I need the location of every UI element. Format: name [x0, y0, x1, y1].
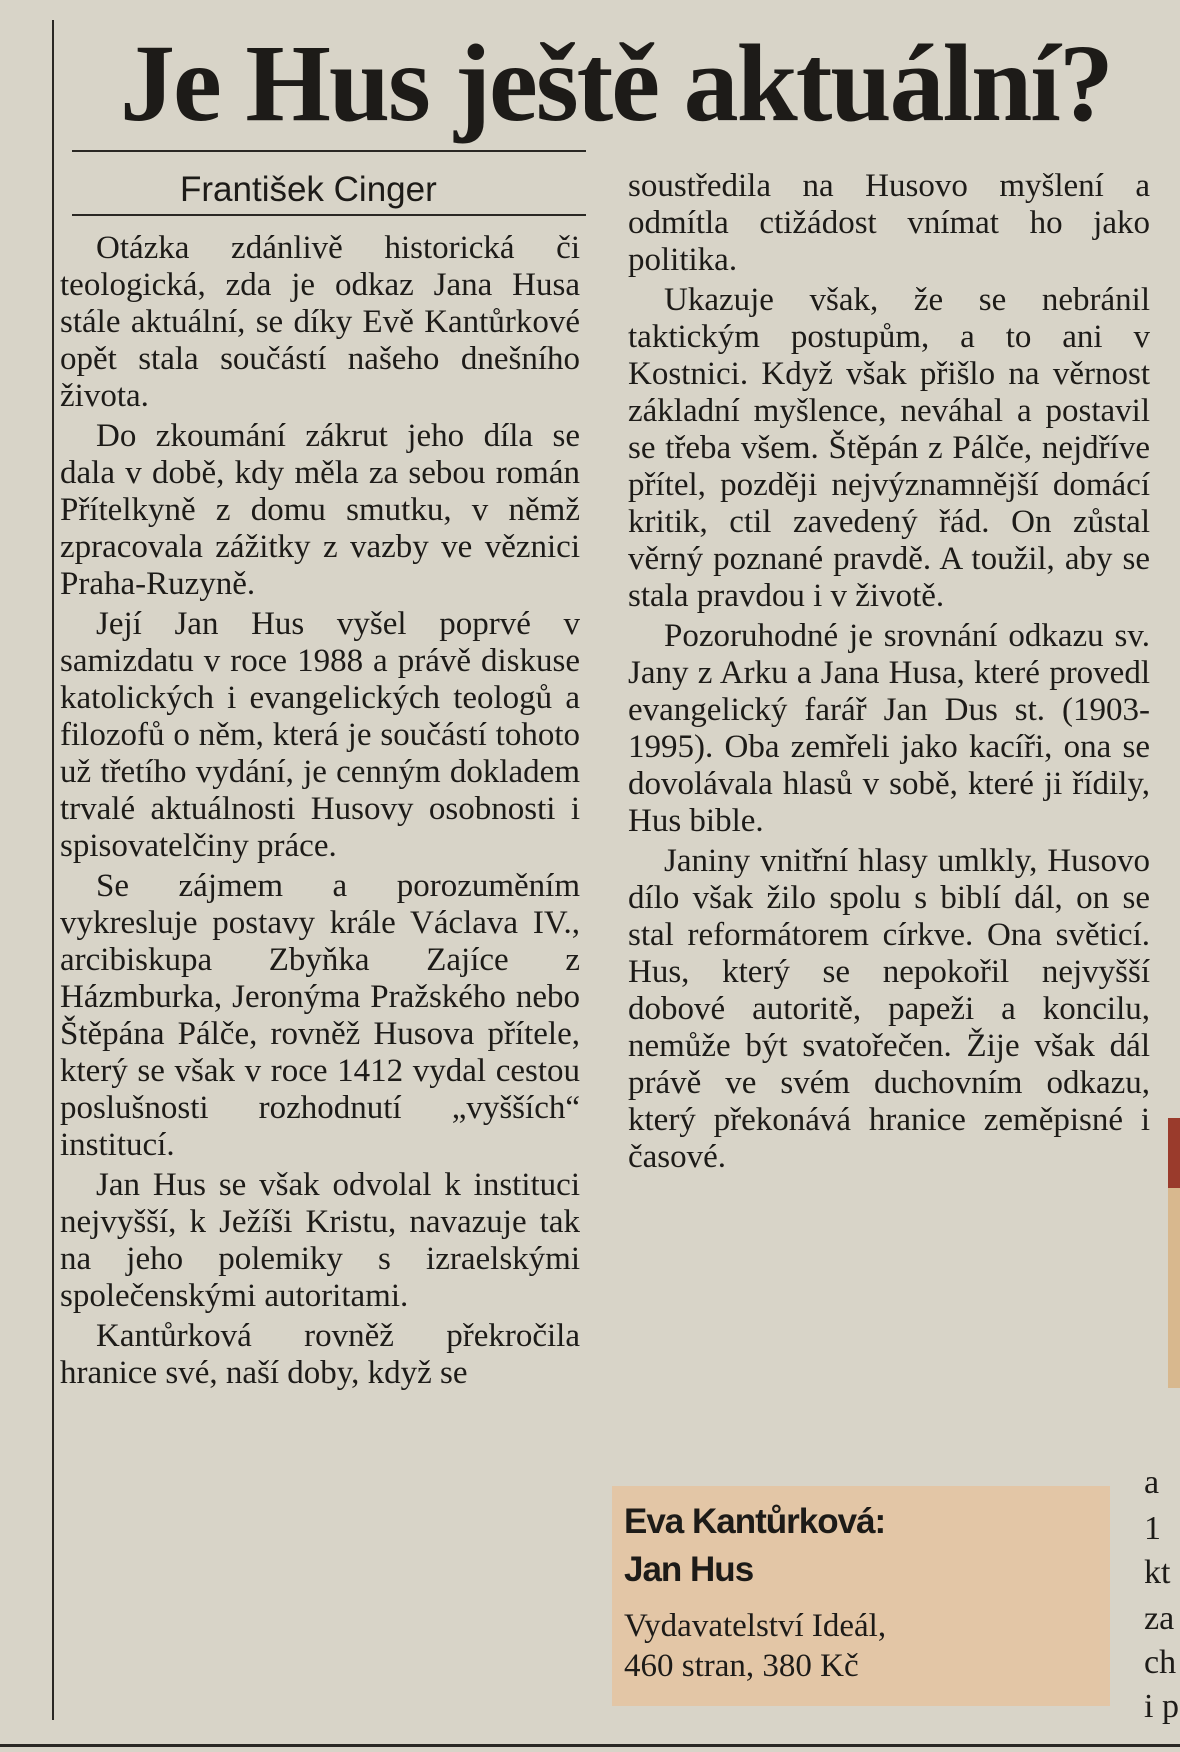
paragraph: Kantůrková rovněž překročila hranice své, naší doby, když se: [60, 1318, 580, 1391]
paragraph: Do zkoumání zákrut jeho díla se dala v době, kdy měla za sebou román Přítelkyně z domu smutku, v němž zpracovala zážitky z vazby ve věznici Praha-Ruzyně.: [60, 418, 580, 602]
adjacent-article-tan-strip: [1168, 1188, 1180, 1388]
byline-rule-top: [72, 150, 586, 152]
paragraph: Její Jan Hus vyšel poprvé v samizdatu v roce 1988 a právě diskuse katolických i evangelických teologů a filozofů o něm, která je součástí tohoto už třetího vydání, je cenným dokladem trvalé aktuálnosti Husovy osobnosti i spisovatelčiny práce.: [60, 606, 580, 864]
paragraph: Jan Hus se však odvolal k instituci nejvyšší, k Ježíši Kristu, navazuje tak na jeho polemiky s izraelskými společenskými autoritami.: [60, 1167, 580, 1314]
book-author: Eva Kantůrková:: [624, 1502, 886, 1541]
paragraph: Se zájmem a porozuměním vykresluje postavy krále Václava IV., arcibiskupa Zbyňka Zajíce z Házmburka, Jeronýma Pražského nebo Štěpána Pálče, rovněž Husova přítele, který se však v roce 1412 vydal cestou poslušnosti rozhodnutí „vyšších“ institucí.: [60, 868, 580, 1163]
paragraph: Otázka zdánlivě historická či teologická, zda je odkaz Jana Husa stále aktuální, se díky Evě Kantůrkové opět stala součástí našeho dnešního života.: [60, 230, 580, 414]
paragraph: Pozoruhodné je srovnání odkazu sv. Jany z Arku a Jana Husa, které provedl evangelický farář Jan Dus st. (1903-1995). Oba zemřeli jako kacíři, ona se dovolávala hlasů v sobě, které ji řídily, Hus bible.: [628, 618, 1150, 839]
article-headline: Je Hus ještě aktuální?: [120, 22, 1112, 144]
paragraph: Ukazuje však, že se nebránil taktickým postupům, a to ani v Kostnici. Když však přišlo na věrnost základní myšlence, neváhal a postavil se třeba všem. Štěpán z Pálče, nejdříve přítel, později nejvýznamnější domácí kritik, ctil zavedený řád. On zůstal věrný poznané pravdě. A toužil, aby se stala pravdou i v životě.: [628, 282, 1150, 614]
article-column-2: [628, 168, 1150, 1179]
adjacent-text-fragment: i p: [1144, 1688, 1179, 1725]
byline-rule-bottom: [72, 214, 586, 216]
adjacent-text-fragment: kt: [1144, 1554, 1171, 1591]
book-title: Jan Hus: [624, 1550, 754, 1589]
page-bottom-rule: [0, 1744, 1180, 1747]
adjacent-text-fragment: a: [1144, 1464, 1160, 1501]
article-column-1: [60, 230, 580, 1395]
book-info-box: [612, 1486, 1110, 1706]
adjacent-text-fragment: za: [1144, 1600, 1175, 1637]
paragraph: soustředila na Husovo myšlení a odmítla ctižádost vnímat ho jako politika.: [628, 168, 1150, 278]
article-byline: František Cinger: [180, 170, 437, 209]
adjacent-article-red-strip: [1168, 1118, 1180, 1188]
adjacent-text-fragment: ch: [1144, 1644, 1177, 1681]
paragraph: Janiny vnitřní hlasy umlkly, Husovo dílo však žilo spolu s biblí dál, on se stal reformátorem církve. Ona světicí. Hus, který se nepokořil nejvyšší dobové autoritě, papeži a koncilu, nemůže být svatořečen. Žije však dál právě ve svém duchovním odkazu, který překonává hranice zeměpisné i časové.: [628, 843, 1150, 1175]
adjacent-text-fragment: 1: [1144, 1510, 1161, 1547]
column-divider-left: [52, 20, 54, 1720]
book-publisher: Vydavatelství Ideál,: [624, 1608, 887, 1644]
book-details: 460 stran, 380 Kč: [624, 1648, 859, 1684]
